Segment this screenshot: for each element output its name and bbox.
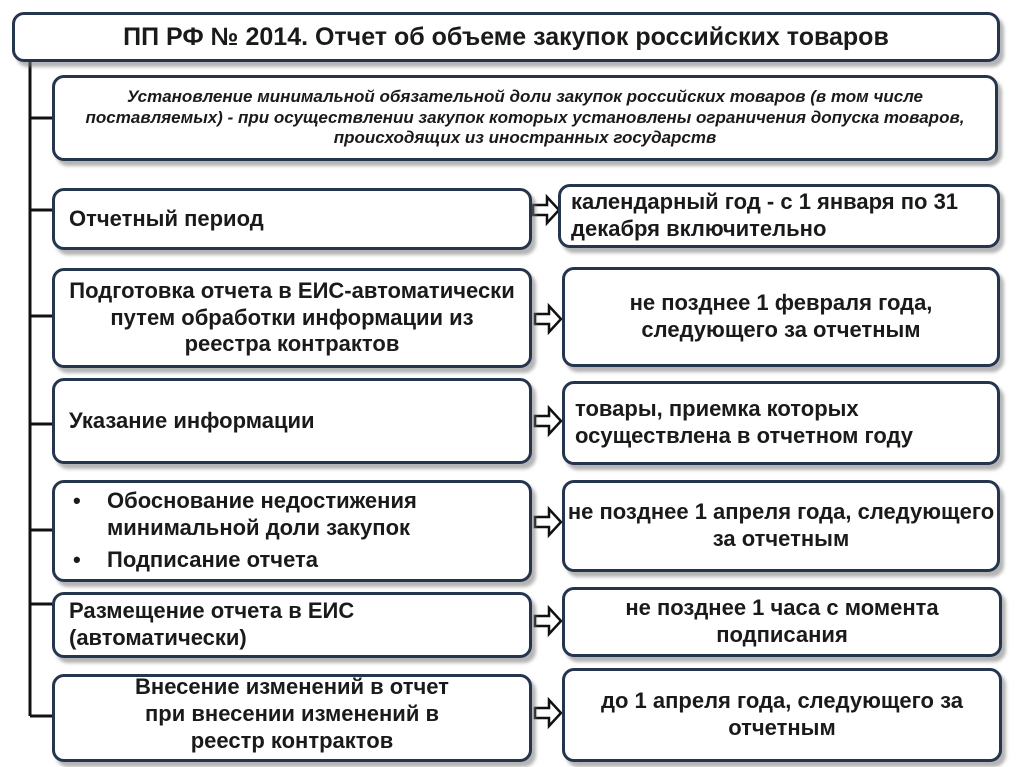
left-box-amendments [52,674,532,762]
bullet-text: Подписание отчета [107,547,319,573]
bullet-text: Обоснование недостижения минимальной доли закупок [107,487,417,540]
right-box-justification [562,480,1000,572]
left-text: Размещение отчета в ЕИС (автоматически) [69,598,355,650]
title-box [12,12,1000,62]
bullet-item [69,488,515,542]
left-text: Подготовка отчета в ЕИС-автоматически путем обработки информации из реестра контрактов [69,277,515,357]
arrow-row-5-icon [535,608,561,634]
right-text: не позднее 1 февраля года, следующего за отчетным [629,290,933,342]
bullet-icon: • [73,487,81,513]
bullet-item [69,547,515,574]
right-text: до 1 апреля года, следующего за отчетным [601,688,963,740]
left-text: Указание информации [69,407,315,433]
subtitle-text: Установление минимальной обязательной доли закупок российских товаров (в том числе поставляемых) - при осуществлении закупок которых установлены ограничения допуска товаров, происходящих из иностранных государств [85,86,965,148]
right-box-amendments [562,668,1002,762]
arrow-row-2-icon [535,306,561,332]
bullet-list [69,488,515,574]
right-box-placement [562,587,1002,657]
right-box-reporting-period [558,184,1000,248]
right-text: не позднее 1 часа с момента подписания [625,595,939,647]
subtitle-box [52,75,998,161]
left-text: Отчетный период [69,205,264,231]
left-box-placement [52,592,532,658]
bullet-icon: • [73,547,81,573]
left-box-justification [52,480,532,582]
page-title: ПП РФ № 2014. Отчет об объеме закупок российских товаров [123,22,889,51]
arrow-row-3-icon [535,408,561,434]
right-box-report-preparation [562,267,1000,367]
arrow-row-1-icon [533,197,559,223]
right-box-information [562,381,1000,465]
right-text: товары, приемка которых осуществлена в отчетном году [575,396,914,448]
left-box-information [52,378,532,464]
left-text: Внесение изменений в отчет при внесении изменений в реестр контрактов [135,674,449,753]
left-box-reporting-period [52,188,532,250]
right-text: не позднее 1 апреля года, следующего за отчетным [567,499,995,551]
left-box-report-preparation [52,268,532,368]
arrow-row-6-icon [535,700,561,726]
arrow-row-4-icon [535,509,561,535]
right-text: календарный год - с 1 января по 31 декабря включительно [571,189,959,241]
